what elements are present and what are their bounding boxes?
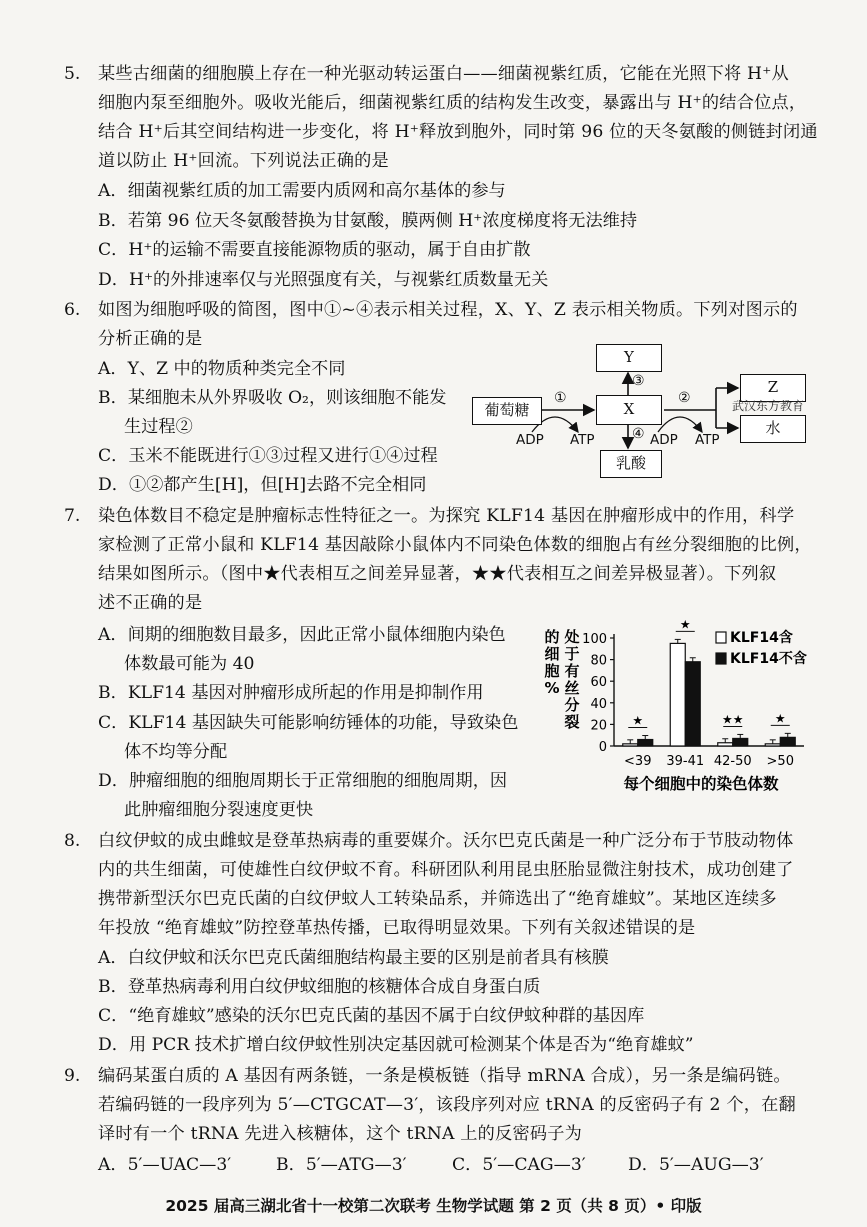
question-8-line-1: 白纹伊蚊的成虫雌蚊是登革热病毒的重要媒介。沃尔巴克氏菌是一种广泛分布于节肢动物体	[98, 831, 794, 851]
bar-without-klf14	[638, 740, 653, 746]
question-5-option-b: B．若第 96 位天冬氨酸替换为甘氨酸，膜两侧 H⁺浓度梯度将无法维持	[98, 211, 638, 231]
y-axis-label-char: 裂	[564, 713, 580, 731]
adp-label-2: ADP	[650, 432, 678, 448]
question-6-option-b-cont: 生过程②	[124, 417, 193, 437]
question-7-line-2: 家检测了正常小鼠和 KLF14 基因敲除小鼠体内不同染色体数的细胞占有丝分裂细胞的比例，	[98, 535, 812, 555]
question-6-option-a: A．Y、Z 中的物质种类完全不同	[98, 359, 346, 379]
significance-star: ★★	[721, 712, 744, 727]
question-5-option-a: A．细菌视紫红质的加工需要内质网和高尔基体的参与	[98, 181, 506, 201]
bar-with-klf14	[765, 744, 780, 746]
question-7-option-b: B．KLF14 基因对肿瘤形成所起的作用是抑制作用	[98, 683, 484, 703]
question-7-option-c-cont: 体不均等分配	[124, 742, 228, 762]
question-9-option-b: B．5′—ATG—3′	[276, 1155, 407, 1175]
significance-star: ★	[632, 713, 644, 728]
question-5-option-d: D．H⁺的外排速率仅与光照强度有关，与视紫红质数量无关	[98, 270, 549, 290]
question-7-option-c: C．KLF14 基因缺失可能影响纺锤体的功能，导致染色	[98, 713, 519, 733]
question-7-option-d-cont: 此肿瘤细胞分裂速度更快	[124, 800, 314, 820]
legend-swatch	[716, 653, 726, 664]
y-tick-label: 20	[590, 718, 607, 734]
y-axis-label-char: %	[544, 679, 560, 697]
question-9-option-d: D．5′—AUG—3′	[628, 1155, 764, 1175]
bar-with-klf14	[623, 744, 638, 746]
y-tick-label: 60	[590, 675, 607, 691]
question-9-option-a: A．5′—UAC—3′	[98, 1155, 232, 1175]
y-box: Y	[596, 344, 662, 372]
x-tick-label: <39	[624, 754, 652, 769]
process-3-label: ③	[632, 373, 645, 389]
x-tick-label: 39-41	[666, 754, 705, 769]
question-6-option-b: B．某细胞未从外界吸收 O₂，则该细胞不能发	[98, 388, 447, 408]
legend-swatch	[716, 632, 726, 643]
question-8-option-c: C．“绝育雄蚊”感染的沃尔巴克氏菌的基因不属于白纹伊蚊种群的基因库	[98, 1006, 645, 1026]
question-7-option-d: D．肿瘤细胞的细胞周期长于正常细胞的细胞周期，因	[98, 771, 508, 791]
significance-star: ★	[679, 620, 691, 632]
atp-label-2: ATP	[695, 432, 720, 448]
bar-with-klf14	[670, 643, 685, 746]
y-axis-label-char: 细	[544, 645, 560, 663]
bar-without-klf14	[685, 662, 700, 746]
question-9-line-1: 编码某蛋白质的 A 基因有两条链，一条是模板链（指导 mRNA 合成），另一条是编码链。	[98, 1066, 791, 1086]
lactic-acid-box: 乳酸	[600, 450, 662, 478]
y-tick-label: 40	[590, 696, 607, 712]
arrow-adp-atp-2	[658, 417, 702, 432]
adp-label-1: ADP	[516, 432, 544, 448]
question-7-line-1: 染色体数目不稳定是肿瘤标志性特征之一。为探究 KLF14 基因在肿瘤形成中的作用，科学	[98, 506, 795, 526]
y-tick-label: 80	[590, 653, 607, 669]
page-footer: 2025 届高三湖北省十一校第二次联考 生物学试题 第 2 页（共 8 页）• 印版	[165, 1197, 702, 1215]
watermark-text: 武汉东方教育	[732, 399, 805, 413]
y-axis-label-char: 丝	[564, 679, 580, 697]
question-5-option-c: C．H⁺的运输不需要直接能源物质的驱动，属于自由扩散	[98, 240, 531, 260]
question-9-line-3: 译时有一个 tRNA 先进入核糖体，这个 tRNA 上的反密码子为	[98, 1124, 582, 1144]
question-6-number: 6.	[64, 300, 81, 320]
x-tick-label: >50	[766, 754, 794, 769]
x-tick-label: 42-50	[713, 754, 752, 769]
y-axis-label-char: 分	[564, 696, 580, 714]
question-7-line-3: 结果如图所示。（图中★代表相互之间差异显著，★★代表相互之间差异极显著）。下列叙	[98, 564, 777, 584]
x-axis-label: 每个细胞中的染色体数	[623, 775, 779, 793]
question-5-line-2: 细胞内泵至细胞外。吸收光能后，细菌视紫红质的结构发生改变，暴露出与 H⁺的结合位点，	[98, 93, 807, 113]
atp-label-1: ATP	[570, 432, 595, 448]
question-8-line-4: 年投放 “绝育雄蚊”防控登革热传播，已取得明显效果。下列有关叙述错误的是	[98, 918, 696, 938]
legend-label: KLF14含	[730, 630, 793, 646]
z-box: Z	[740, 374, 806, 402]
y-axis-label-char: 处	[564, 628, 580, 646]
question-5-line-1: 某些古细菌的细胞膜上存在一种光驱动转运蛋白——细菌视紫红质，它能在光照下将 H⁺从	[98, 64, 789, 84]
y-axis-label-char: 有	[564, 662, 580, 680]
glucose-box: 葡萄糖	[472, 397, 542, 425]
question-6-option-c: C．玉米不能既进行①③过程又进行①④过程	[98, 446, 438, 466]
question-7-number: 7.	[64, 506, 81, 526]
y-tick-label: 0	[598, 740, 607, 755]
significance-star: ★	[774, 711, 786, 726]
process-1-label: ①	[554, 390, 567, 406]
bar-without-klf14	[780, 737, 795, 746]
question-9-line-2: 若编码链的一段序列为 5′—CTGCAT—3′，该段序列对应 tRNA 的反密码子有 2 个，在翻	[98, 1095, 796, 1115]
chromosome-bar-chart	[538, 620, 808, 805]
question-8-option-d: D．用 PCR 技术扩增白纹伊蚊性别决定基因就可检测某个体是否为“绝育雄蚊”	[98, 1035, 694, 1055]
question-7-option-a-cont: 体数最可能为 40	[124, 654, 255, 674]
respiration-diagram	[470, 340, 850, 485]
y-tick-label: 100	[582, 632, 607, 647]
question-6-option-d: D．①②都产生[H]，但[H]去路不完全相同	[98, 475, 427, 495]
question-5-line-3: 结合 H⁺后其空间结构进一步变化，将 H⁺释放到胞外，同时第 96 位的天冬氨酸的侧链封闭通	[98, 122, 818, 142]
y-axis-label-char: 胞	[544, 662, 560, 680]
question-8-number: 8.	[64, 831, 81, 851]
question-8-line-3: 携带新型沃尔巴克氏菌的白纹伊蚊人工转染品系，并筛选出了“绝育雄蚊”。某地区连续多	[98, 889, 777, 909]
question-8-option-b: B．登革热病毒利用白纹伊蚊细胞的核糖体合成自身蛋白质	[98, 977, 541, 997]
question-7-option-a: A．间期的细胞数目最多，因此正常小鼠体细胞内染色	[98, 625, 506, 645]
y-axis-label-char: 的	[544, 628, 560, 646]
bar-without-klf14	[733, 738, 748, 746]
question-7-line-4: 述不正确的是	[98, 593, 203, 613]
question-6-line-2: 分析正确的是	[98, 329, 203, 349]
question-9-number: 9.	[64, 1066, 81, 1086]
process-4-label: ④	[632, 426, 645, 442]
bar-with-klf14	[718, 743, 733, 746]
question-8-option-a: A．白纹伊蚊和沃尔巴克氏菌细胞结构最主要的区别是前者具有核膜	[98, 948, 609, 968]
process-2-label: ②	[678, 390, 691, 406]
x-box: X	[596, 395, 662, 425]
question-6-line-1: 如图为细胞呼吸的简图，图中①~④表示相关过程，X、Y、Z 表示相关物质。下列对图示的	[98, 300, 798, 320]
water-box: 水	[740, 415, 806, 443]
question-5-line-4: 道以防止 H⁺回流。下列说法正确的是	[98, 151, 389, 171]
question-8-line-2: 内的共生细菌，可使雄性白纹伊蚊不育。科研团队利用昆虫胚胎显微注射技术，成功创建了	[98, 860, 794, 880]
legend-label: KLF14不含	[730, 651, 807, 667]
question-9-option-c: C．5′—CAG—3′	[452, 1155, 586, 1175]
y-axis-label-char: 于	[564, 645, 580, 663]
question-5-number: 5.	[64, 64, 81, 84]
